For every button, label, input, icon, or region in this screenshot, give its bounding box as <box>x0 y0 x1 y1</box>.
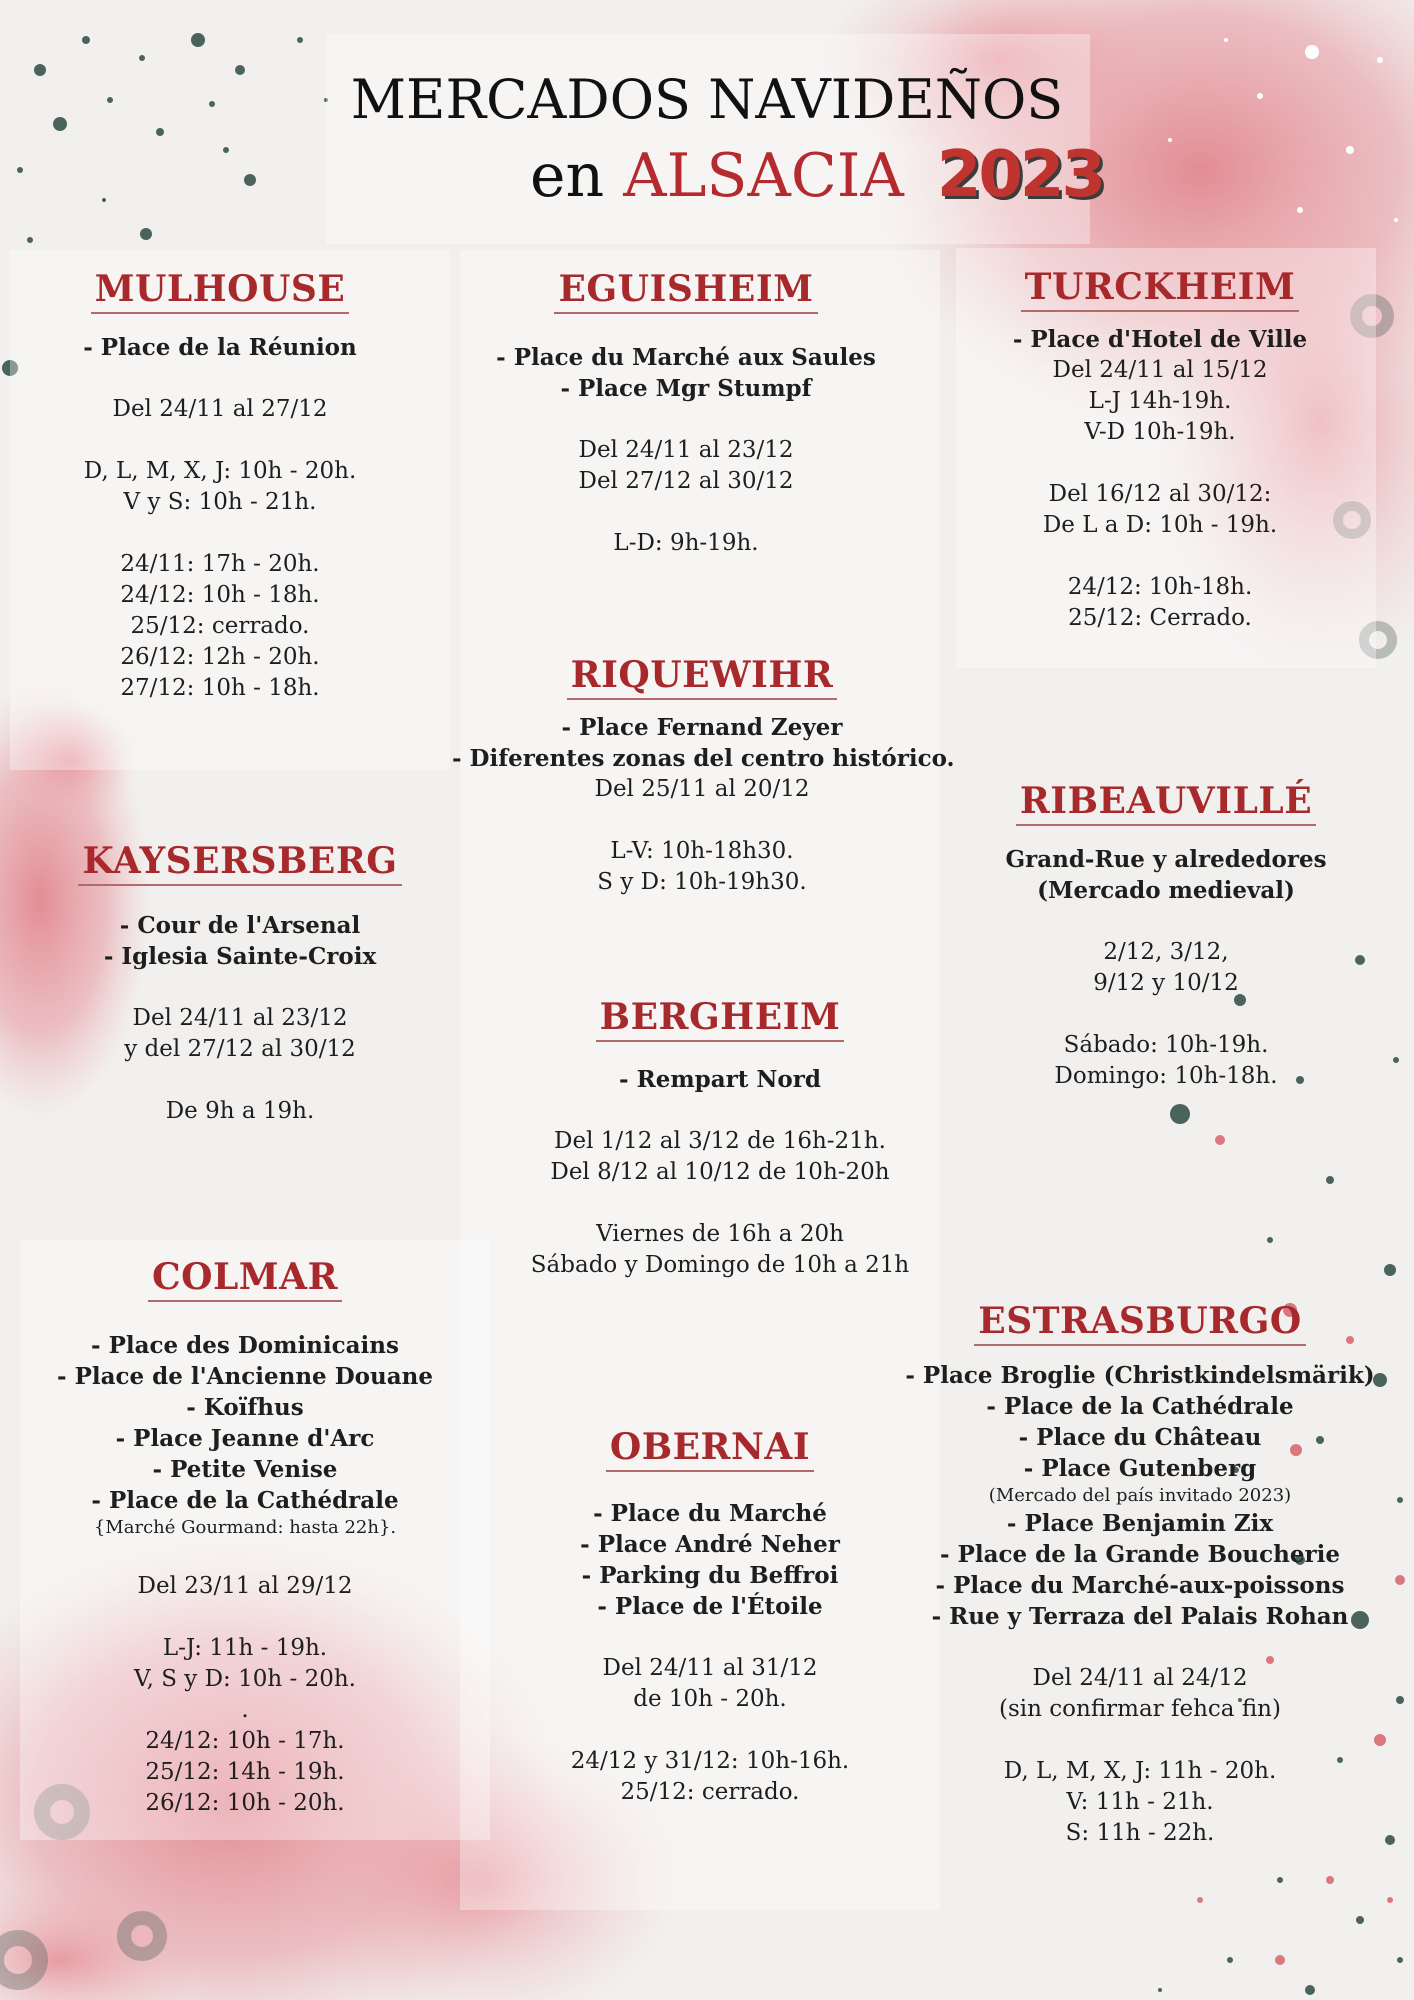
market-detail-line: - Place des Dominicains <box>91 1332 399 1359</box>
market-detail-line: De 9h a 19h. <box>165 1098 315 1124</box>
market-details <box>880 1360 1400 1849</box>
market-detail-line: 24/12: 10h - 18h. <box>120 582 320 608</box>
market-detail-line: - Place Benjamin Zix <box>1006 1510 1274 1537</box>
market-detail-line: 25/12: 14h - 19h. <box>145 1759 345 1785</box>
market-detail-line: 2/12, 3/12, <box>1103 939 1229 965</box>
market-detail-line <box>466 404 906 435</box>
market-eguisheim <box>466 268 906 559</box>
city-heading: TURCKHEIM <box>1021 266 1300 312</box>
market-detail-line: - Place Mgr Stumpf <box>560 375 812 402</box>
market-detail-line <box>30 1540 460 1571</box>
market-detail-line: Del 1/12 al 3/12 de 16h-21h. <box>554 1128 886 1154</box>
market-detail-line: 27/12: 10h - 18h. <box>120 675 320 701</box>
market-details <box>480 1064 960 1281</box>
market-detail-line <box>480 1188 960 1219</box>
market-details <box>466 342 906 559</box>
market-detail-line: L-J 14h-19h. <box>1088 388 1232 414</box>
market-detail-line <box>452 805 952 836</box>
market-detail-line <box>20 363 420 394</box>
market-detail-line: Del 24/11 al 23/12 <box>132 1005 348 1031</box>
market-detail-line: (sin confirmar fehca fin) <box>999 1696 1281 1722</box>
market-estrasburgo <box>880 1300 1400 1849</box>
market-bergheim <box>480 996 960 1281</box>
market-detail-line: Del 27/12 al 30/12 <box>578 468 794 494</box>
market-detail-line: V, S y D: 10h - 20h. <box>134 1666 356 1692</box>
market-detail-line: Del 24/11 al 31/12 <box>602 1655 818 1681</box>
page-title-line2 <box>530 138 1103 212</box>
market-detail-line: 25/12: cerrado. <box>130 613 310 639</box>
market-detail-line: . <box>241 1697 249 1723</box>
market-detail-line: - Place du Château <box>1018 1424 1262 1451</box>
market-detail-line <box>40 972 440 1003</box>
market-details <box>500 1498 920 1808</box>
market-detail-line: L-V: 10h-18h30. <box>610 838 794 864</box>
market-detail-line <box>966 906 1366 937</box>
market-detail-line: - Place de l'Étoile <box>597 1593 823 1620</box>
market-detail-line: - Place André Neher <box>580 1531 840 1558</box>
market-details <box>20 332 420 704</box>
market-details <box>30 1330 460 1819</box>
market-detail-line: - Place Jeanne d'Arc <box>115 1425 375 1452</box>
market-detail-line <box>20 518 420 549</box>
market-detail-line <box>40 1065 440 1096</box>
market-detail-line: 24/12: 10h - 17h. <box>145 1728 345 1754</box>
market-detail-line <box>960 541 1360 572</box>
market-detail-line: Del 16/12 al 30/12: <box>1048 481 1272 507</box>
market-detail-line: V: 11h - 21h. <box>1066 1789 1214 1815</box>
market-detail-line <box>500 1715 920 1746</box>
market-turckheim <box>960 266 1360 634</box>
market-detail-line: Del 24/11 al 15/12 <box>1052 357 1268 383</box>
market-detail-line: Sábado: 10h-19h. <box>1063 1032 1269 1058</box>
market-obernai <box>500 1426 920 1808</box>
market-detail-line: 24/11: 17h - 20h. <box>120 551 320 577</box>
market-detail-line: 26/12: 12h - 20h. <box>120 644 320 670</box>
market-detail-line: Viernes de 16h a 20h <box>596 1221 844 1247</box>
market-mulhouse <box>20 268 420 704</box>
market-detail-line: - Place Gutenberg <box>1023 1455 1257 1482</box>
page-title-line1: MERCADOS NAVIDEÑOS <box>350 68 1064 131</box>
market-detail-line: Del 24/11 al 23/12 <box>578 437 794 463</box>
title-en: en <box>530 141 605 211</box>
market-detail-line: De L a D: 10h - 19h. <box>1042 512 1278 538</box>
city-heading: ESTRASBURGO <box>974 1300 1305 1346</box>
market-details <box>40 910 440 1127</box>
city-heading: OBERNAI <box>606 1426 814 1472</box>
market-detail-line: 25/12: Cerrado. <box>1068 605 1252 631</box>
market-detail-line: - Rue y Terraza del Palais Rohan <box>931 1603 1349 1630</box>
market-detail-line: - Diferentes zonas del centro histórico. <box>452 745 955 772</box>
market-detail-line: Del 23/11 al 29/12 <box>137 1573 353 1599</box>
market-riquewihr <box>452 654 955 898</box>
market-detail-line <box>480 1095 960 1126</box>
market-detail-line: - Petite Venise <box>152 1456 338 1483</box>
market-detail-line: Domingo: 10h-18h. <box>1054 1063 1278 1089</box>
city-heading: RIBEAUVILLÉ <box>1016 780 1316 826</box>
market-ribeauville <box>966 780 1366 1092</box>
market-detail-line: - Place du Marché <box>593 1500 827 1527</box>
market-detail-line: - Iglesia Sainte-Croix <box>103 943 377 970</box>
market-detail-line: 24/12: 10h-18h. <box>1067 574 1253 600</box>
market-detail-line: - Rempart Nord <box>619 1066 821 1093</box>
market-detail-line: - Place de la Réunion <box>83 334 357 361</box>
market-detail-line: S y D: 10h-19h30. <box>597 869 807 895</box>
market-detail-line: 24/12 y 31/12: 10h-16h. <box>570 1748 850 1774</box>
market-details <box>452 712 955 898</box>
market-detail-line: - Place de la Cathédrale <box>986 1393 1294 1420</box>
market-details <box>966 844 1366 1092</box>
market-detail-line: 26/12: 10h - 20h. <box>145 1790 345 1816</box>
market-detail-line: Del 25/11 al 20/12 <box>594 776 810 802</box>
market-detail-line: L-J: 11h - 19h. <box>162 1635 328 1661</box>
title-region: ALSACIA <box>623 141 904 211</box>
market-detail-line: Grand-Rue y alrededores <box>1005 846 1327 873</box>
market-detail-line: D, L, M, X, J: 11h - 20h. <box>1003 1758 1277 1784</box>
market-detail-line <box>466 497 906 528</box>
city-heading: BERGHEIM <box>596 996 845 1042</box>
market-detail-line: L-D: 9h-19h. <box>613 530 759 556</box>
market-detail-line: - Place de la Cathédrale <box>91 1487 399 1514</box>
city-heading: EGUISHEIM <box>554 268 817 314</box>
city-heading: RIQUEWIHR <box>567 654 838 700</box>
market-detail-line <box>20 425 420 456</box>
market-detail-line: (Mercado medieval) <box>1037 877 1295 904</box>
market-detail-line: - Cour de l'Arsenal <box>119 912 361 939</box>
market-detail-line <box>880 1632 1400 1663</box>
market-detail-line: - Place d'Hotel de Ville <box>1012 326 1308 353</box>
market-colmar <box>30 1256 460 1819</box>
market-detail-line: - Place de l'Ancienne Douane <box>57 1363 433 1390</box>
market-detail-line: - Place Fernand Zeyer <box>561 714 843 741</box>
market-detail-line: Sábado y Domingo de 10h a 21h <box>530 1252 910 1278</box>
market-detail-line: {Marché Gourmand: hasta 22h}. <box>93 1517 397 1538</box>
market-detail-line: S: 11h - 22h. <box>1065 1820 1215 1846</box>
market-detail-line: - Place du Marché aux Saules <box>496 344 876 371</box>
market-detail-line: - Place de la Grande Boucherie <box>940 1541 1340 1568</box>
city-heading: MULHOUSE <box>91 268 350 314</box>
market-detail-line: Del 24/11 al 24/12 <box>1032 1665 1248 1691</box>
market-detail-line: - Parking du Beffroi <box>581 1562 839 1589</box>
market-detail-line: 25/12: cerrado. <box>620 1779 800 1805</box>
market-kaysersberg <box>40 840 440 1127</box>
market-detail-line <box>500 1622 920 1653</box>
market-detail-line: Del 24/11 al 27/12 <box>112 396 328 422</box>
market-detail-line <box>30 1602 460 1633</box>
market-detail-line: de 10h - 20h. <box>633 1686 787 1712</box>
market-detail-line <box>880 1725 1400 1756</box>
market-detail-line: - Place Broglie (Christkindelsmärik) <box>905 1362 1375 1389</box>
city-heading: COLMAR <box>148 1256 342 1302</box>
market-detail-line <box>960 448 1360 479</box>
market-detail-line <box>966 999 1366 1030</box>
city-heading: KAYSERSBERG <box>78 840 401 886</box>
market-detail-line: Del 8/12 al 10/12 de 10h-20h <box>550 1159 890 1185</box>
title-year: 2023 <box>936 138 1103 212</box>
market-detail-line: (Mercado del país invitado 2023) <box>988 1485 1292 1506</box>
market-detail-line: 9/12 y 10/12 <box>1093 970 1239 996</box>
market-detail-line: V y S: 10h - 21h. <box>123 489 317 515</box>
market-detail-line: - Koïfhus <box>186 1394 304 1421</box>
market-details <box>960 324 1360 634</box>
market-detail-line: V-D 10h-19h. <box>1084 419 1236 445</box>
market-detail-line: D, L, M, X, J: 10h - 20h. <box>83 458 357 484</box>
market-detail-line: y del 27/12 al 30/12 <box>124 1036 356 1062</box>
market-detail-line: - Place du Marché-aux-poissons <box>935 1572 1345 1599</box>
